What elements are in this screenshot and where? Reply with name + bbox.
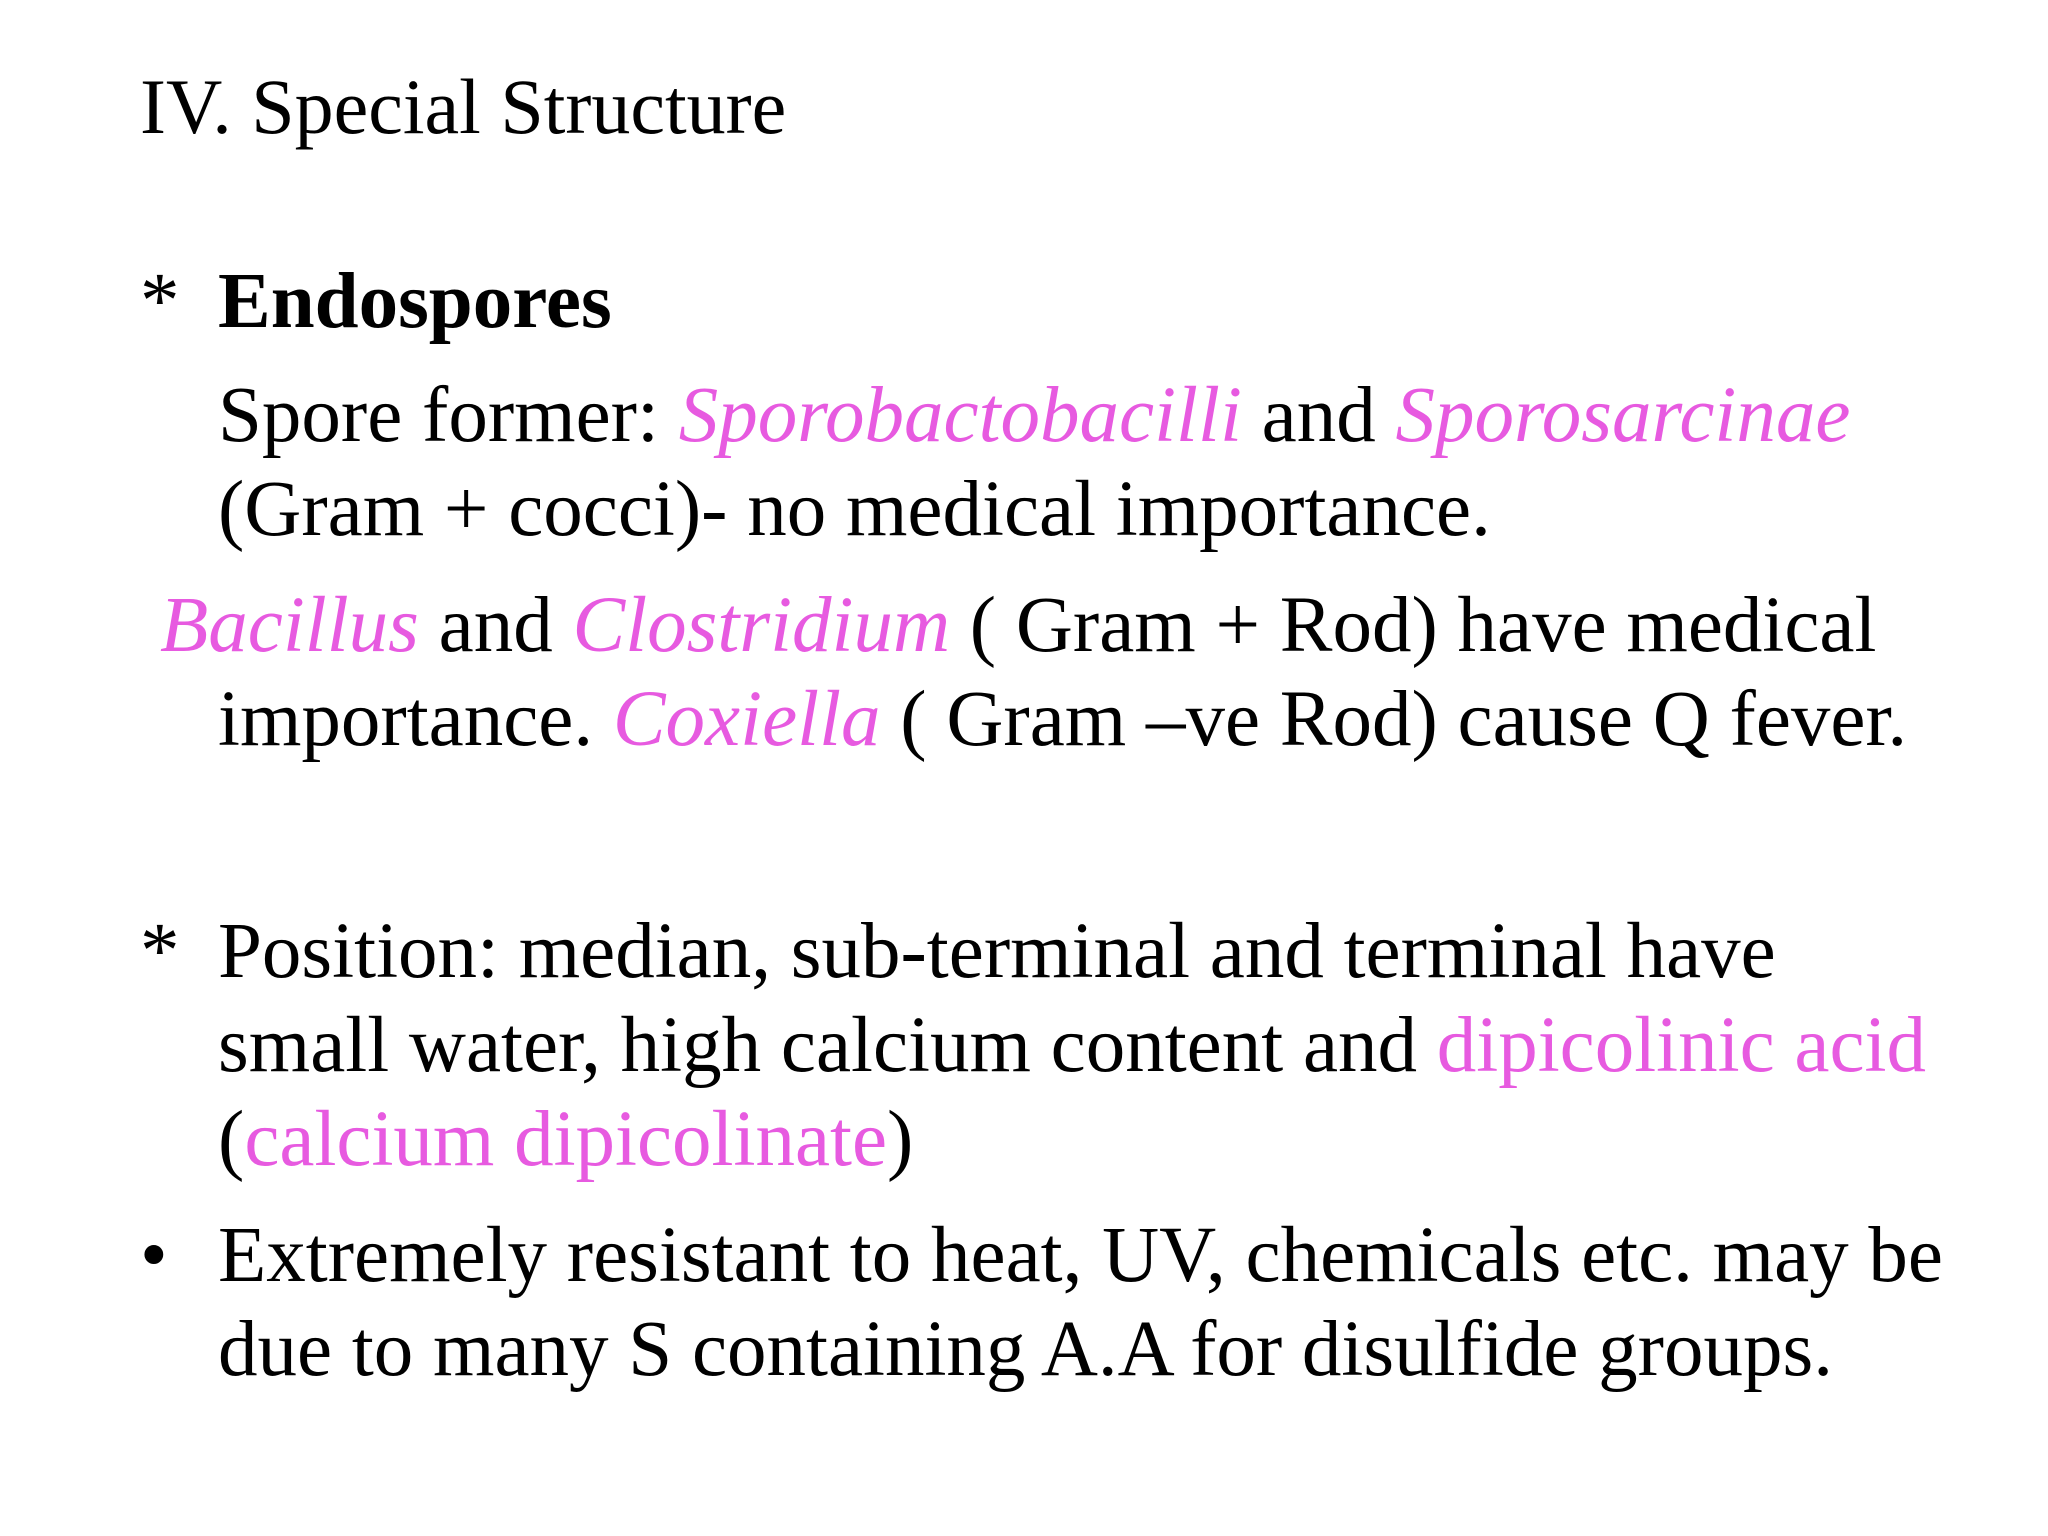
spore-former-line — [218, 372, 1851, 459]
close-paren: ) — [887, 1096, 914, 1183]
calcium-dipicolinate: calcium dipicolinate — [244, 1096, 888, 1183]
genus-clostridium: Clostridium — [572, 582, 951, 669]
q-fever-text: ( Gram –ve Rod) cause Q fever. — [880, 676, 1908, 763]
genus-bacillus: Bacillus — [160, 582, 419, 669]
gram-cocci-line: (Gram + cocci)- no medical importance. — [218, 466, 1491, 553]
conjunction-and: and — [1241, 372, 1396, 459]
position-line: Position: median, sub-terminal and terminal have — [218, 908, 1776, 995]
endospores-heading: Endospores — [218, 258, 612, 345]
genus-sporosarcinae: Sporosarcinae — [1395, 372, 1851, 459]
conjunction-and: and — [418, 582, 573, 669]
resistance-line: Extremely resistant to heat, UV, chemicals etc. may be — [218, 1212, 1944, 1299]
position-bullet-marker: * — [140, 908, 180, 995]
open-paren: ( — [218, 1096, 245, 1183]
calcium-content-line — [218, 1002, 1926, 1089]
slide-title: IV. Special Structure — [140, 63, 787, 150]
dipicolinic-acid: dipicolinic acid — [1436, 1002, 1926, 1089]
genus-coxiella: Coxiella — [612, 676, 881, 763]
bacillus-line — [160, 582, 1877, 669]
calcium-dipicolinate-line — [218, 1096, 914, 1183]
gram-rod-text: ( Gram + Rod) have medical — [950, 582, 1877, 669]
genus-sporobactobacilli: Sporobactobacilli — [678, 372, 1242, 459]
coxiella-line — [218, 676, 1908, 763]
calcium-content-text: small water, high calcium content and — [218, 1002, 1437, 1089]
resistance-bullet-marker: • — [140, 1212, 168, 1299]
endospores-bullet-marker: * — [140, 258, 180, 345]
spore-former-label: Spore former: — [218, 372, 679, 459]
disulfide-line: due to many S containing A.A for disulfide groups. — [218, 1306, 1833, 1393]
importance-text: importance. — [218, 676, 613, 763]
